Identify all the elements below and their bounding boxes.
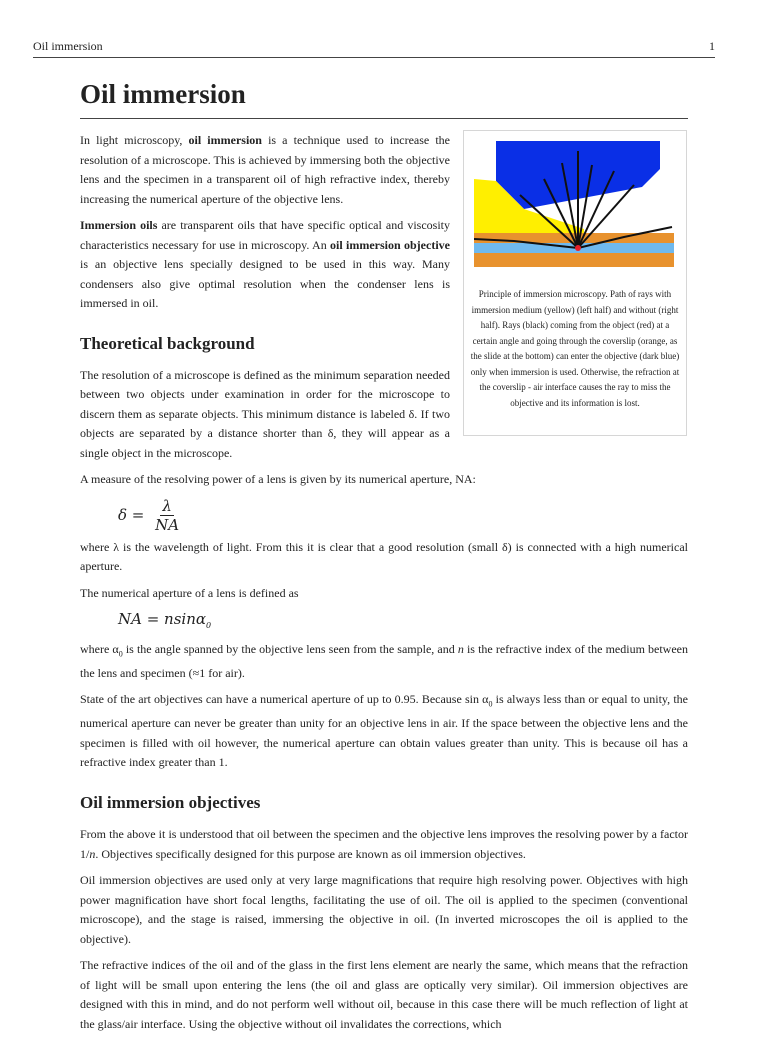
formula-subscript: 0 [206,621,212,631]
section-heading-theory: Theoretical background [80,333,255,353]
theory-paragraph-6 [80,690,688,772]
text-run: are transparent oils that have specific optical and viscosity characteristics necessary for use in microscopy. An [80,218,450,252]
intro-paragraph-1 [80,131,450,209]
subscript: 0 [488,699,493,709]
theory-paragraph-2: A measure of the resolving power of a lens is given by its numerical aperture, NA: [80,472,476,487]
bold-term: Immersion oils [80,218,158,232]
formula-fraction [155,497,179,534]
theory-paragraph-3: where λ is the wavelength of light. From this it is clear that a good resolution (small δ) is connected with a high numerical aperture. [80,539,688,574]
text-run: . Objectives specifically designed for this purpose are known as oil immersion objectives. [95,846,526,861]
article-body [80,131,688,1041]
italic-term: n [457,641,464,656]
formula-numerator: λ [162,496,172,515]
formula-resolution [118,497,688,534]
text-run: is an objective lens specially designed to be used in this way. Many condensers also give optimal resolution when the condenser lens is immersed in oil. [80,257,450,310]
theory-paragraph-4: The numerical aperture of a lens is defined as [80,585,299,600]
bold-term: oil immersion [188,133,262,147]
text-run: where α [80,641,119,656]
objectives-paragraph-2: Oil immersion objectives are used only at very large magnifications that require high resolving power. Objectives with high power magnification have short focal lengths, facilitating the use of oil. The oil is applied to the specimen (conventional microscope), and the stage is raised, immersing the objective in oil. (In inverted microscopes the oil is applied to the objective). [80,873,688,946]
text-run: is the angle spanned by the objective lens seen from the sample, and [122,641,458,656]
page-number: 1 [709,39,715,53]
bold-term: oil immersion objective [330,237,450,252]
text-run: In light microscopy, [80,133,189,147]
section-heading-objectives: Oil immersion objectives [80,792,261,812]
theory-paragraph-5 [80,640,688,683]
formula-text: NA = nsinα [118,610,207,629]
objectives-paragraph-1 [80,825,688,864]
running-header-title: Oil immersion [33,39,103,53]
title-divider [80,118,688,119]
text-run: From the above it is understood that oil between the specimen and the objective lens improves the resolving power by a factor 1/ [80,827,688,861]
objectives-paragraph-3: The refractive indices of the oil and of the glass in the first lens element are nearly the same, which means that the refraction of light will be small upon entering the lens (the oil and glass are optically very similar). Oil immersion objectives are designed with this in mind, and do not perform well without oil, because in this case there will be much reflection of light at the glass/air interface. Using the objective without oil invalidates the corrections, which [80,958,688,1031]
header-divider [33,57,715,58]
text-run: State of the art objectives can have a numerical aperture of up to 0.95. Because sin α [80,692,489,707]
formula-lhs: δ = [118,505,145,524]
formula-numerical-aperture [118,610,688,636]
page-title: Oil immersion [80,79,246,109]
intro-paragraph-2 [80,216,450,314]
text-run: is the refractive index of the medium between the lens and specimen (≈1 for air). [80,641,688,680]
theory-paragraph-1: The resolution of a microscope is defined as the minimum separation needed between two objects under examination in order for the microscope to discern them as separate objects. This minimum distance is labeled δ. If two objects are separated by a distance shorter than δ, they will appear as a single object in the microscope. [80,367,450,460]
text-run: is always less than or equal to unity, the numerical aperture can never be greater than unity for an objective lens in air. If the space between the objective lens and the specimen is filled with oil however, the numerical aperture can obtain values greater than unity. This is because oil has a refractive index greater than 1. [80,692,689,770]
subscript: 0 [118,649,123,659]
italic-term: n [89,846,96,861]
formula-denominator: NA [155,515,180,534]
text-run: is a technique used to increase the resolution of a microscope. This is achieved by immersing both the objective lens and the specimen in a transparent oil of high refractive index, thereby increasing the numerical aperture of the objective lens. [80,133,450,206]
figure-caption: Principle of immersion microscopy. Path of rays with immersion medium (yellow) (left half) and without (right half). Rays (black) coming from the object (red) at a certain angle and going through the coverslip (orange, as the slide at the bottom) can enter the objective (dark blue) only when immersion is used. Otherwise, the refraction at the coverslip - air interface causes the ray to miss the objective and its information is lost. [470,289,680,408]
running-header [33,39,715,54]
